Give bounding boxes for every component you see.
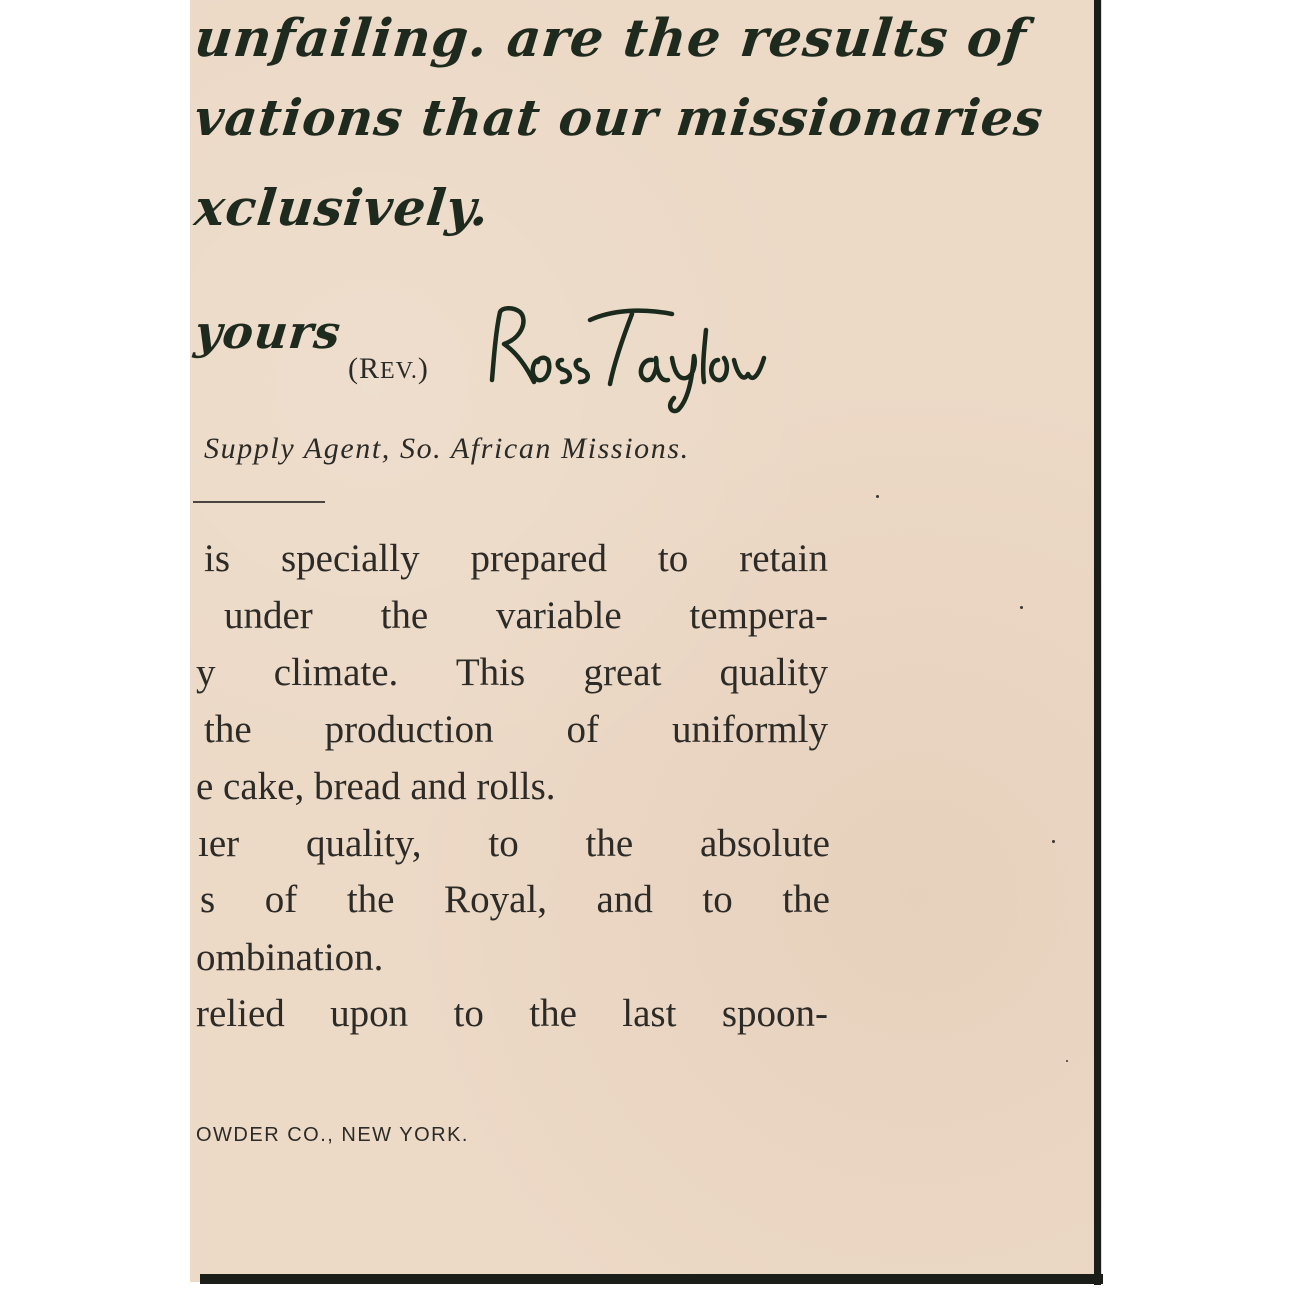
rev-close: ) [417, 352, 429, 385]
body-line-8: ombination. [196, 936, 384, 979]
rev-prefix [348, 352, 429, 386]
body-line-6: ıer quality, to the absolute [198, 822, 830, 865]
body-line-9: relied upon to the last spoon- [196, 992, 828, 1035]
signature-image [482, 300, 772, 415]
divider-rule [193, 501, 325, 503]
paper-speck [1066, 1060, 1068, 1062]
body-line-1: is specially prepared to retain [204, 537, 828, 580]
handwritten-line-4: yours [192, 305, 344, 359]
rev-small-caps: EV. [380, 358, 418, 384]
body-line-5: e cake, bread and rolls. [196, 765, 556, 808]
body-line-3: y climate. This great quality [196, 651, 828, 694]
rev-open: (R [348, 352, 380, 385]
border-right [1094, 0, 1101, 1285]
body-line-2: under the variable tempera- [224, 594, 828, 637]
body-line-4: the production of uniformly [204, 708, 828, 751]
agent-title: Supply Agent, So. African Missions. [204, 432, 690, 465]
handwritten-line-1: unfailing. are the results of [191, 8, 1030, 69]
paper-speck [1020, 606, 1023, 609]
footer-company: OWDER CO., NEW YORK. [196, 1124, 469, 1146]
paper-speck [876, 495, 879, 498]
paper-speck [1052, 840, 1055, 843]
handwritten-line-3: xclusively. [191, 178, 493, 237]
handwritten-line-2: vations that our missionaries [191, 88, 1047, 147]
border-bottom [200, 1274, 1103, 1284]
body-line-7: s of the Royal, and to the [200, 878, 830, 921]
